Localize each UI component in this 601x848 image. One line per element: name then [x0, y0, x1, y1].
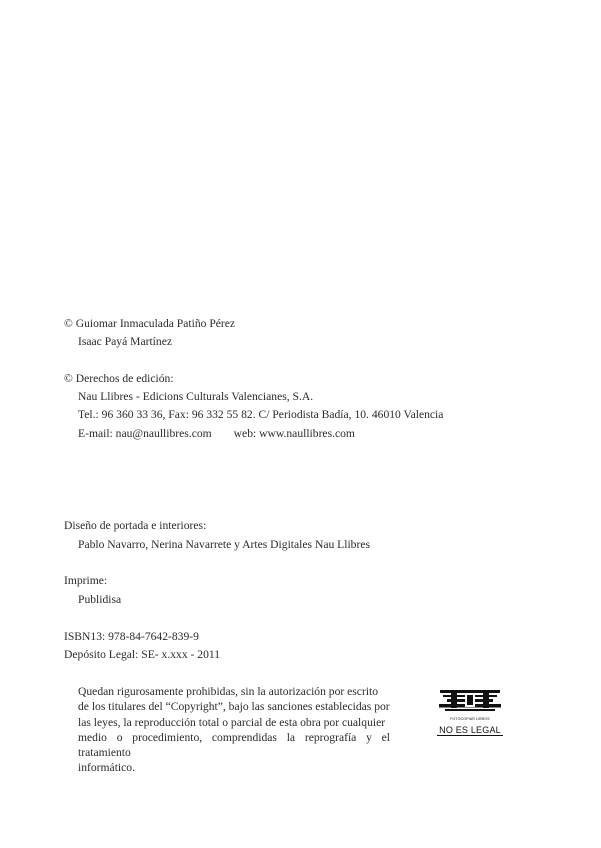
rights-notice [78, 684, 390, 776]
logo-small-text: FOTOCOPIAR LIBROS [450, 717, 490, 721]
notice-line: Quedan rigurosamente prohibidas, sin la autorización por escrito [78, 685, 379, 698]
isbn: ISBN13: 978-84-7642-839-9 [64, 630, 199, 643]
edition-rights-heading: © Derechos de edición: [64, 372, 174, 385]
notice-line: las leyes, la reproducción total o parcial de esta obra por cualquier [78, 715, 386, 729]
design-heading: Diseño de portada e interiores: [64, 519, 207, 532]
design-credits: Pablo Navarro, Nerina Navarrete y Artes Digitales Nau Llibres [78, 538, 370, 551]
publisher-contact: Tel.: 96 360 33 36, Fax: 96 332 55 82. C/ Periodista Badía, 10. 46010 Valencia [78, 408, 444, 421]
notice-line: de los titulares del “Copyright”, bajo las sanciones establecidas por [78, 700, 390, 714]
legal-deposit: Depósito Legal: SE- x.xxx - 2011 [64, 648, 221, 661]
copyright-authors-line1: © Guiomar Inmaculada Patiño Pérez [64, 317, 236, 330]
publisher-name: Nau Llibres - Edicions Culturals Valencianes, S.A. [78, 390, 314, 403]
publisher-web: web: www.naullibres.com [233, 427, 355, 440]
printer-heading: Imprime: [64, 574, 108, 587]
logo-caption: NO ES LEGAL [437, 725, 503, 736]
notice-line: informático. [78, 761, 135, 775]
notice-line: medio o procedimiento, comprendidas la reprografía y el tratamiento [78, 730, 390, 760]
publisher-online [78, 427, 355, 441]
printer-name: Publidisa [78, 593, 122, 606]
publisher-email: E-mail: nau@naullibres.com [78, 427, 212, 440]
copyright-authors-line2: Isaac Payá Martínez [78, 335, 172, 348]
